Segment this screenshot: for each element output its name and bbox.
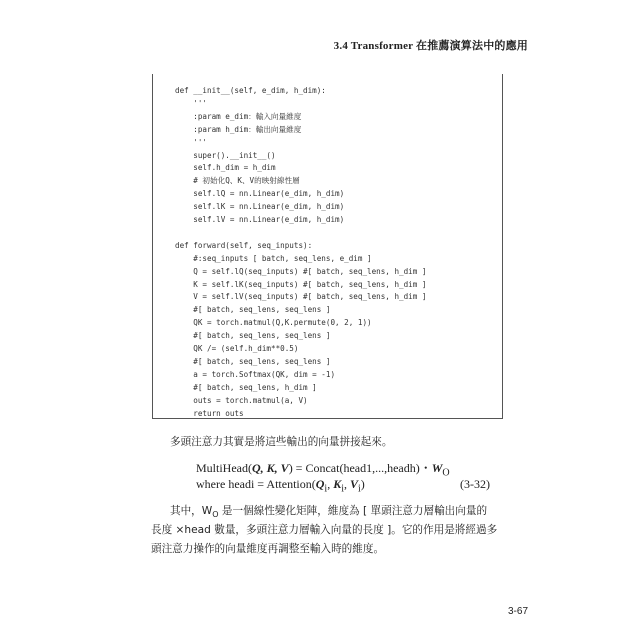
eq1-mid: ) = Concat(head1,...,headh)・	[288, 461, 432, 475]
code-line: def __init__(self, e_dim, h_dim):	[175, 86, 326, 95]
eq2-v: V	[349, 477, 358, 491]
code-line: self.h_dim = h_dim	[175, 163, 276, 173]
code-line: return outs	[175, 408, 244, 418]
eq1-w: W	[431, 461, 443, 475]
page-number: 3-67	[507, 606, 528, 617]
code-line: #[ batch, seq_lens, seq_lens ]	[175, 331, 331, 341]
code-line: def forward(self, seq_inputs):	[175, 240, 313, 250]
code-line: Q = self.lQ(seq_inputs) #[ batch, seq_lens, h_dim ]	[175, 266, 427, 276]
code-line: super().__init__()	[175, 150, 276, 160]
equation-line-1	[196, 459, 450, 478]
code-line: V = self.lV(seq_inputs) #[ batch, seq_lens, h_dim ]	[175, 292, 427, 302]
running-header: 3.4 Transformer 在推薦演算法中的應用	[333, 40, 528, 52]
para-rest-1: 是一個線性變化矩陣，維度為 [ 單頭注意力層輸出向量的	[218, 505, 488, 517]
paragraph-line-3: 頭注意力操作的向量維度再調整至輸入時的維度。	[151, 543, 385, 555]
eq1-prefix: MultiHead(	[196, 461, 252, 475]
code-line: self.lQ = nn.Linear(e_dim, h_dim)	[175, 189, 345, 199]
equation-number: (3-32)	[460, 477, 490, 491]
code-line: '''	[175, 137, 208, 147]
eq2-k-sub: i	[341, 483, 344, 495]
eq2-q: Q	[315, 477, 325, 491]
eq2-v-sub: i	[358, 483, 361, 495]
eq2-close: )	[360, 477, 365, 491]
code-line: self.lV = nn.Linear(e_dim, h_dim)	[175, 215, 345, 224]
code-line: self.lK = nn.Linear(e_dim, h_dim)	[175, 202, 345, 212]
eq2-k: K	[333, 477, 342, 491]
code-line: '''	[175, 98, 208, 108]
code-line: # 初始化Q、K、V的映射線性層	[175, 176, 300, 186]
eq2-q-sub: i	[324, 483, 328, 495]
code-line: QK = torch.matmul(Q,K.permute(0, 2, 1))	[175, 318, 372, 328]
code-line: #[ batch, seq_lens, h_dim ]	[175, 382, 317, 392]
intro-text: 多頭注意力其實是將這些輸出的向量拼接起來。	[170, 436, 393, 448]
eq1-w-sub: O	[442, 467, 450, 479]
code-line: #:seq_inputs [ batch, seq_lens, e_dim ]	[175, 253, 372, 263]
para-w-sub: O	[212, 510, 219, 520]
code-line: :param h_dim：輸出向量維度	[175, 124, 302, 134]
code-line: QK /= (self.h_dim**0.5)	[175, 344, 299, 353]
code-line: a = torch.Softmax(QK, dim = -1)	[175, 369, 336, 379]
code-line: :param e_dim：輸入向量維度	[175, 111, 302, 121]
code-line: #[ batch, seq_lens, seq_lens ]	[175, 356, 331, 366]
para-start: 其中，W	[170, 505, 213, 517]
code-line: K = self.lK(seq_inputs) #[ batch, seq_lens, h_dim ]	[175, 279, 427, 289]
code-line: #[ batch, seq_lens, seq_lens ]	[175, 305, 331, 315]
eq1-args: Q, K, V	[252, 461, 289, 475]
eq2-prefix: where headi = Attention(	[196, 477, 316, 491]
paragraph-line-2: 長度 ×head 數量，多頭注意力層輸入向量的長度 ]。它的作用是將經過多	[151, 524, 498, 536]
equation-line-2: where headi = $Attention(Q_i$, $K_i$, $V_i$)	[196, 477, 365, 495]
code-line: outs = torch.matmul(a, V)	[175, 395, 308, 405]
paragraph-line-1	[170, 503, 487, 519]
